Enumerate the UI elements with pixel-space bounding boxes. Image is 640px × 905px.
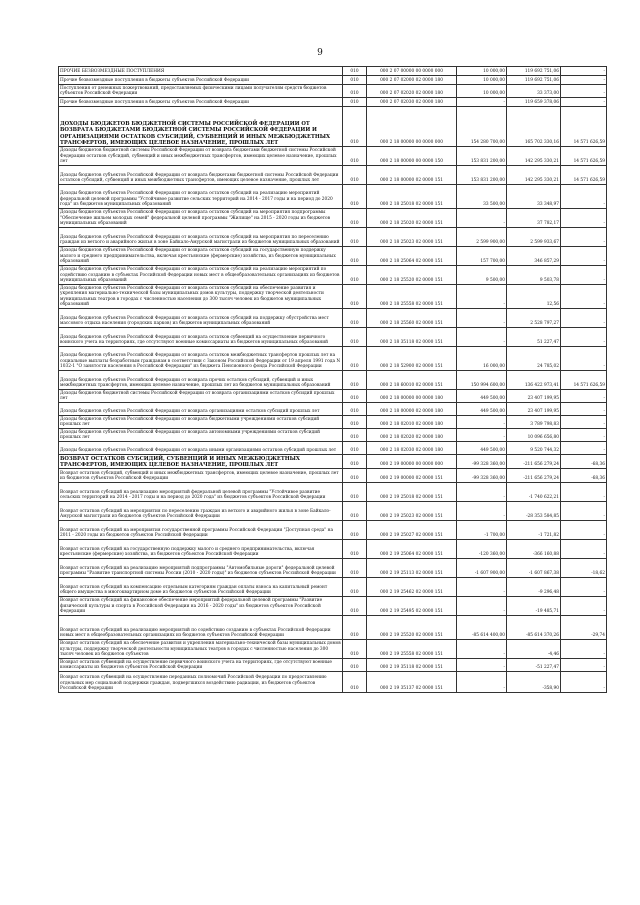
row-code: 010 [343, 640, 367, 659]
table-row [59, 597, 607, 616]
row-code: 010 [343, 166, 367, 185]
row-name: Доходы бюджетов субъектов Российской Федерации от возврата остатков субвенций на осуществление первичного воинского учета на территориях, где отсутствуют военные комиссариаты из бюджетов муниципальных образований [59, 328, 343, 347]
row-plan: -1 700,00 [457, 521, 507, 540]
row-rest: 14 571 626,59 [561, 107, 607, 147]
row-name: Доходы бюджетов субъектов Российской Федерации от возврата организациями остатков субсидий прошлых лет [59, 403, 343, 416]
row-plan: 2 599 900,00 [457, 228, 507, 247]
row-kbk: 000 2 19 25023 02 0000 151 [367, 502, 457, 521]
row-plan: -1 607 900,00 [457, 559, 507, 578]
row-code: 010 [343, 67, 367, 76]
row-name: Доходы бюджетов субъектов Российской Федерации от возврата остатков субсидий на обеспечение развития и укрепления материально-технической базы муниципальных домов культуры, поддержку творческой деятельности муниципальных театров в городах с численностью населения до 300 тысяч человек из бюджетов муниципальных образований [59, 285, 343, 309]
row-kbk: 000 2 19 25520 02 0000 151 [367, 616, 457, 640]
row-exec: 2 599 933,67 [507, 228, 561, 247]
row-rest: - [561, 429, 607, 442]
row-kbk: 000 2 18 00000 00 0000 000 [367, 107, 457, 147]
row-name: Доходы бюджетов бюджетной системы Российской Федерации от возврата бюджетами бюджетной системы Российской Федерации остатков субсидий, субвенций и иных межбюджетных трансфертов, имеющих целевое назначение, прошлых лет [59, 147, 343, 166]
row-kbk: 000 2 18 00000 00 0000 150 [367, 147, 457, 166]
row-code: 010 [343, 483, 367, 502]
row-exec: -19 485,71 [507, 597, 561, 616]
row-rest: -18,62 [561, 559, 607, 578]
row-kbk: 000 2 19 25495 02 0000 151 [367, 597, 457, 616]
row-rest: - [561, 228, 607, 247]
row-rest: - [561, 597, 607, 616]
row-code: 010 [343, 328, 367, 347]
row-plan: 449 500,00 [457, 390, 507, 403]
table-row [59, 76, 607, 85]
table-row [59, 455, 607, 469]
table-row [59, 416, 607, 429]
table-body [59, 67, 607, 693]
row-exec: 119 692 751,06 [507, 76, 561, 85]
table-row [59, 502, 607, 521]
row-code: 010 [343, 502, 367, 521]
row-exec: 12,56 [507, 285, 561, 309]
row-exec: 142 295 330,21 [507, 147, 561, 166]
row-rest: - [561, 502, 607, 521]
row-rest: - [561, 483, 607, 502]
row-plan: - [457, 98, 507, 107]
row-exec: -9 296,48 [507, 578, 561, 597]
row-rest: - [561, 328, 607, 347]
row-code: 010 [343, 309, 367, 328]
row-exec: 142 295 330,21 [507, 166, 561, 185]
row-plan: -99 328 360,00 [457, 455, 507, 469]
row-name: Доходы бюджетов субъектов Российской Федерации от возврата автономными учреждениями остатков субсидий прошлых лет [59, 429, 343, 442]
row-rest: -29,74 [561, 616, 607, 640]
row-code: 010 [343, 416, 367, 429]
row-kbk: 000 2 19 35118 02 0000 151 [367, 659, 457, 672]
table-row [59, 371, 607, 390]
row-name: Возврат остатков субсидий, субвенций и иных межбюджетных трансфертов, имеющих целевое назначение, прошлых лет из бюджетов субъектов Российской Федерации [59, 469, 343, 483]
row-code: 010 [343, 76, 367, 85]
row-plan: - [457, 597, 507, 616]
row-exec: 23 407 199,95 [507, 403, 561, 416]
row-code: 010 [343, 107, 367, 147]
row-plan: - [457, 416, 507, 429]
row-exec: 165 702 330,16 [507, 107, 561, 147]
table-row [59, 672, 607, 693]
row-plan: - [457, 285, 507, 309]
row-rest: -68,36 [561, 469, 607, 483]
table-row [59, 185, 607, 209]
row-exec: -366 160,88 [507, 540, 561, 559]
row-name: Возврат остатков субсидий на компенсацию отдельным категориям граждан оплаты взноса на капитальный ремонт общего имущества в многоквартирном доме из бюджетов субъектов Российской Федерации [59, 578, 343, 597]
row-name: Возврат остатков субсидий на реализацию мероприятий подпрограммы "Автомобильные дороги" федеральной целевой программы "Развитие транспортной системы России (2010 - 2020 годы)" из бюджетов субъектов Российской Федерации [59, 559, 343, 578]
row-kbk: 000 2 19 25027 02 0000 151 [367, 521, 457, 540]
table-row [59, 403, 607, 416]
row-kbk: 000 2 18 25020 02 0000 151 [367, 209, 457, 228]
row-code: 010 [343, 403, 367, 416]
table-row [59, 578, 607, 597]
row-kbk: 000 2 18 00000 02 0000 151 [367, 166, 457, 185]
row-exec: -211 656 279,24 [507, 469, 561, 483]
table-row [59, 107, 607, 147]
row-plan: 153 831 200,00 [457, 147, 507, 166]
row-plan: -85 614 400,00 [457, 616, 507, 640]
row-kbk: 000 2 18 25560 02 0000 151 [367, 309, 457, 328]
row-plan: 150 994 600,00 [457, 371, 507, 390]
row-plan: 9 500,00 [457, 266, 507, 285]
row-name: ДОХОДЫ БЮДЖЕТОВ БЮДЖЕТНОЙ СИСТЕМЫ РОССИЙСКОЙ ФЕДЕРАЦИИ ОТ ВОЗВРАТА БЮДЖЕТАМИ БЮДЖЕТНОЙ СИСТЕМЫ РОССИЙСКОЙ ФЕДЕРАЦИИ И ОРГАНИЗАЦИЯМИ ОСТАТКОВ СУБСИДИЙ, СУБВЕНЦИЙ И ИНЫХ МЕЖБЮДЖЕТНЫХ ТРАНСФЕРТОВ, ИМЕЮЩИХ ЦЕЛЕВОЕ НАЗНАЧЕНИЕ, ПРОШЛЫХ ЛЕТ [59, 107, 343, 147]
row-plan: 154 280 700,00 [457, 107, 507, 147]
row-rest: - [561, 390, 607, 403]
row-exec: 9 520 744,32 [507, 442, 561, 455]
table-row [59, 347, 607, 371]
row-rest: - [561, 285, 607, 309]
row-exec: 33 373,00 [507, 85, 561, 98]
row-rest: - [561, 67, 607, 76]
table-row [59, 616, 607, 640]
row-kbk: 000 2 18 00000 00 0000 180 [367, 390, 457, 403]
row-name: Доходы бюджетов субъектов Российской Федерации от возврата остатков субсидий на реализацию мероприятий по содействию созданию в субъектах Российской Федерации новых мест в общеобразовательных организациях из бюджетов муниципальных образований [59, 266, 343, 285]
row-plan: 16 000,00 [457, 347, 507, 371]
row-code: 010 [343, 98, 367, 107]
row-plan: 33 500,00 [457, 185, 507, 209]
table-row [59, 85, 607, 98]
row-code: 010 [343, 266, 367, 285]
row-plan: 10 000,00 [457, 67, 507, 76]
row-plan: -120 360,00 [457, 540, 507, 559]
row-name: Возврат остатков субсидий на реализацию мероприятий федеральной целевой программы "Устойчивое развитие сельских территорий на 2014 - 2017 годы и на период до 2020 года" из бюджетов субъектов Российской Федерации [59, 483, 343, 502]
row-exec: -28 353 584,85 [507, 502, 561, 521]
table-row [59, 98, 607, 107]
row-name: Прочие безвозмездные поступления в бюджеты субъектов Российской Федерации [59, 98, 343, 107]
row-kbk: 000 2 19 00000 00 0000 000 [367, 455, 457, 469]
row-rest: - [561, 659, 607, 672]
table-row [59, 521, 607, 540]
table-row [59, 228, 607, 247]
row-kbk: 000 2 18 02030 02 0000 180 [367, 442, 457, 455]
row-kbk: 000 2 19 25558 02 0000 151 [367, 640, 457, 659]
table-row [59, 540, 607, 559]
row-plan: - [457, 640, 507, 659]
row-plan: - [457, 502, 507, 521]
row-rest: - [561, 640, 607, 659]
row-name: ПРОЧИЕ БЕЗВОЗМЕЗДНЫЕ ПОСТУПЛЕНИЯ [59, 67, 343, 76]
budget-table [58, 66, 607, 693]
row-name: Возврат остатков субвенций на осуществление переданных полномочий Российской Федерации по предоставлению отдельных мер социальной поддержки граждан, подвергшихся воздействию радиации, из бюджетов субъектов Российской Федерации [59, 672, 343, 693]
row-plan: - [457, 209, 507, 228]
row-exec: 10 096 656,80 [507, 429, 561, 442]
row-exec: 3 789 798,83 [507, 416, 561, 429]
row-name: Возврат остатков субсидий на финансовое обеспечение мероприятий федеральной целевой программы "Развитие физической культуры и спорта в Российской Федерации на 2016 - 2020 годы" из бюджетов субъектов Российской Федерации [59, 597, 343, 616]
row-code: 010 [343, 521, 367, 540]
table-row [59, 67, 607, 76]
row-kbk: 000 2 18 25558 02 0000 151 [367, 285, 457, 309]
row-exec: -4,46 [507, 640, 561, 659]
row-rest: -68,36 [561, 455, 607, 469]
row-rest: 14 571 626,59 [561, 166, 607, 185]
row-kbk: 000 2 18 02010 02 0000 180 [367, 416, 457, 429]
row-code: 010 [343, 597, 367, 616]
row-code: 010 [343, 390, 367, 403]
table-row [59, 659, 607, 672]
row-rest: - [561, 442, 607, 455]
row-kbk: 000 2 19 35137 02 0000 151 [367, 672, 457, 693]
row-name: Доходы бюджетов субъектов Российской Федерации от возврата остатков субсидий на мероприятия по переселению граждан из ветхого и аварийного жилья в зоне Байкало-Амурской магистрали из бюджетов муниципальных образований [59, 228, 343, 247]
table-row [59, 328, 607, 347]
row-kbk: 000 2 19 25018 02 0000 151 [367, 483, 457, 502]
row-kbk: 000 2 18 52900 02 0000 151 [367, 347, 457, 371]
page-number: 9 [317, 48, 323, 58]
row-exec: 23 407 199,95 [507, 390, 561, 403]
row-code: 010 [343, 285, 367, 309]
row-code: 010 [343, 442, 367, 455]
row-plan: 449 500,00 [457, 403, 507, 416]
row-exec: 51 227,47 [507, 328, 561, 347]
row-exec: -1 740 622,21 [507, 483, 561, 502]
row-name: Возврат остатков субвенций на осуществление первичного воинского учета на территориях, где отсутствуют военные комиссариаты из бюджетов субъектов Российской Федерации [59, 659, 343, 672]
row-code: 010 [343, 455, 367, 469]
row-plan: -99 328 360,00 [457, 469, 507, 483]
row-name: Прочие безвозмездные поступления в бюджеты субъектов Российской Федерации [59, 76, 343, 85]
row-kbk: 000 2 18 35118 02 0000 151 [367, 328, 457, 347]
row-code: 010 [343, 371, 367, 390]
table-row [59, 166, 607, 185]
row-exec: 37 782,17 [507, 209, 561, 228]
row-kbk: 000 2 18 60010 02 0000 151 [367, 371, 457, 390]
row-exec: -1 607 867,38 [507, 559, 561, 578]
row-name: Возврат остатков субсидий на обеспечение развития и укрепления материально-технической базы муниципальных домов культуры, поддержку творческой деятельности муниципальных театров в городах с численностью населения до 300 тысяч человек из бюджетов субъектов [60, 641, 341, 658]
row-rest: - [561, 185, 607, 209]
table-row [59, 559, 607, 578]
row-name: Доходы бюджетов субъектов Российской Федерации от возврата остатков межбюджетных трансфертов прошлых лет на социальные выплаты безработным гражданам в соответствии с Законом Российской Федерации от 19 апреля 1991 года N 1032-1 "О занятости населения в Российской Федерации" из бюджета Пенсионного фонда Российской Федерации [59, 347, 343, 371]
row-plan: - [457, 659, 507, 672]
row-exec: 33 348,97 [507, 185, 561, 209]
row-exec: -85 614 370,26 [507, 616, 561, 640]
row-exec: -1 721,82 [507, 521, 561, 540]
row-code: 010 [343, 85, 367, 98]
row-kbk: 000 2 18 00000 02 0000 180 [367, 403, 457, 416]
row-name: Возврат остатков субсидий на мероприятия по переселению граждан из ветхого и аварийного жилья в зоне Байкало-Амурской магистрали из бюджетов субъектов Российской Федерации [59, 502, 343, 521]
row-rest: - [561, 266, 607, 285]
row-rest: - [561, 247, 607, 266]
row-exec: 346 857,29 [507, 247, 561, 266]
row-plan: - [457, 328, 507, 347]
row-rest: - [561, 309, 607, 328]
row-plan: - [457, 309, 507, 328]
row-name: Доходы бюджетов субъектов Российской Федерации от возврата бюджетами бюджетной системы Российской Федерации остатков субсидий, субвенций и иных межбюджетных трансфертов, имеющих целевое назначение, прошлых лет [59, 166, 343, 185]
row-rest: 14 571 626,59 [561, 147, 607, 166]
row-name: Доходы бюджетов субъектов Российской Федерации от возврата остатков субсидий на поддержку обустройства мест массового отдыха населения (городских парков) из бюджетов муниципальных образований [59, 309, 343, 328]
row-plan: 10 000,00 [457, 76, 507, 85]
row-name: Доходы бюджетов субъектов Российской Федерации от возврата бюджетными учреждениями остатков субсидий прошлых лет [59, 416, 343, 429]
row-code: 010 [343, 672, 367, 693]
table-row [59, 309, 607, 328]
row-kbk: 000 2 19 25064 02 0000 151 [367, 540, 457, 559]
row-kbk: 000 2 19 25462 02 0000 151 [367, 578, 457, 597]
row-name: Возврат остатков субсидий на мероприятия государственной программы Российской Федерации "Доступная среда" на 2011 - 2020 годы из бюджетов субъектов Российской Федерации [59, 521, 343, 540]
row-plan: 449 500,00 [457, 442, 507, 455]
table-row [59, 469, 607, 483]
row-code: 010 [343, 228, 367, 247]
row-rest: - [561, 347, 607, 371]
table-row [59, 209, 607, 228]
row-code: 010 [343, 616, 367, 640]
row-kbk: 000 2 18 25023 02 0000 151 [367, 228, 457, 247]
row-code: 010 [343, 659, 367, 672]
row-name: ВОЗВРАТ ОСТАТКОВ СУБСИДИЙ, СУБВЕНЦИЙ И ИНЫХ МЕЖБЮДЖЕТНЫХ ТРАНСФЕРТОВ, ИМЕЮЩИХ ЦЕЛЕВОЕ НАЗНАЧЕНИЕ, ПРОШЛЫХ ЛЕТ [59, 455, 343, 469]
table-row [59, 247, 607, 266]
row-code: 010 [343, 559, 367, 578]
row-kbk: 000 2 07 02000 02 0000 180 [367, 76, 457, 85]
row-name: Возврат остатков субсидий на государственную поддержку малого и среднего предпринимательства, включая крестьянские (фермерские) хозяйства, из бюджетов субъектов Российской Федерации [59, 540, 343, 559]
row-code: 010 [343, 578, 367, 597]
row-kbk: 000 2 07 02020 02 0000 180 [367, 85, 457, 98]
table-row [59, 429, 607, 442]
row-rest: - [561, 578, 607, 597]
table-row [59, 147, 607, 166]
row-rest: - [561, 521, 607, 540]
row-name: Доходы бюджетов субъектов Российской Федерации от возврата остатков субсидий на государственную поддержку малого и среднего предпринимательства, включая крестьянские (фермерские) хозяйства, из бюджетов муниципальных образований [59, 247, 343, 266]
row-plan: - [457, 672, 507, 693]
row-name: Возврат остатков субсидий на реализацию мероприятий по содействию созданию в субъектах Российской Федерации новых мест в общеобразовательных организациях из бюджетов субъектов Российской Федерации [59, 616, 343, 640]
row-kbk: 000 2 18 02020 02 0000 180 [367, 429, 457, 442]
row-name: Доходы бюджетов субъектов Российской Федерации от возврата прочих остатков субсидий, субвенций и иных межбюджетных трансфертов, имеющих целевое назначение, прошлых лет из бюджетов муниципальных образований [59, 371, 343, 390]
row-name: Доходы бюджетов субъектов Российской Федерации от возврата иными организациями остатков субсидий прошлых лет [59, 442, 343, 455]
row-name: Поступления от денежных пожертвований, предоставляемых физическими лицами получателям средств бюджетов субъектов Российской Федерации [59, 85, 343, 98]
table-row [59, 266, 607, 285]
row-code: 010 [343, 247, 367, 266]
row-kbk: 000 2 18 25520 02 0000 151 [367, 266, 457, 285]
row-rest: - [561, 672, 607, 693]
row-kbk: 000 2 19 25113 02 0000 151 [367, 559, 457, 578]
row-exec: 9 503,78 [507, 266, 561, 285]
row-exec: -358,90 [507, 672, 561, 693]
table-row [59, 640, 607, 659]
row-rest: - [561, 98, 607, 107]
row-name: Доходы бюджетов субъектов Российской Федерации от возврата остатков субсидий на реализацию мероприятий федеральной целевой программы "Устойчивое развитие сельских территорий на 2014 - 2017 годы и на период до 2020 года" из бюджетов муниципальных образований [59, 185, 343, 209]
row-exec: 2 528 797,27 [507, 309, 561, 328]
row-code: 010 [343, 185, 367, 209]
row-kbk: 000 2 18 25018 02 0000 151 [367, 185, 457, 209]
row-code: 010 [343, 209, 367, 228]
row-rest: 14 571 626,59 [561, 371, 607, 390]
table-row [59, 285, 607, 309]
row-plan: 157 700,00 [457, 247, 507, 266]
row-kbk: 000 2 07 02030 02 0000 180 [367, 98, 457, 107]
row-code: 010 [343, 147, 367, 166]
row-plan: - [457, 578, 507, 597]
row-rest: - [561, 540, 607, 559]
row-code: 010 [343, 540, 367, 559]
row-rest: - [561, 403, 607, 416]
row-rest: - [561, 85, 607, 98]
table-row [59, 442, 607, 455]
row-plan: - [457, 483, 507, 502]
table-row [59, 390, 607, 403]
row-name: Доходы бюджетов субъектов Российской Федерации от возврата остатков субсидий на мероприятия подпрограммы "Обеспечение жильем молодых семей" федеральной целевой программы "Жилище" на 2015 - 2020 годы из бюджетов муниципальных образований [59, 209, 343, 228]
row-code: 010 [343, 469, 367, 483]
row-code: 010 [343, 429, 367, 442]
row-exec: -51 227,47 [507, 659, 561, 672]
row-exec: 119 692 751,06 [507, 67, 561, 76]
row-plan: - [457, 429, 507, 442]
row-exec: 136 422 973,41 [507, 371, 561, 390]
row-code: 010 [343, 347, 367, 371]
row-rest: - [561, 416, 607, 429]
row-name: Доходы бюджетов бюджетной системы Российской Федерации от возврата организациями остатков субсидий прошлых лет [59, 390, 343, 403]
row-rest: - [561, 209, 607, 228]
row-plan: 153 831 200,00 [457, 166, 507, 185]
table-row [59, 483, 607, 502]
row-exec: -211 656 279,24 [507, 455, 561, 469]
row-plan: 10 000,00 [457, 85, 507, 98]
row-kbk: 000 2 19 00000 02 0000 151 [367, 469, 457, 483]
row-kbk: 000 2 07 00000 00 0000 000 [367, 67, 457, 76]
row-kbk: 000 2 18 25064 02 0000 151 [367, 247, 457, 266]
row-rest: - [561, 76, 607, 85]
row-exec: 24 785,02 [507, 347, 561, 371]
row-exec: 119 659 378,06 [507, 98, 561, 107]
